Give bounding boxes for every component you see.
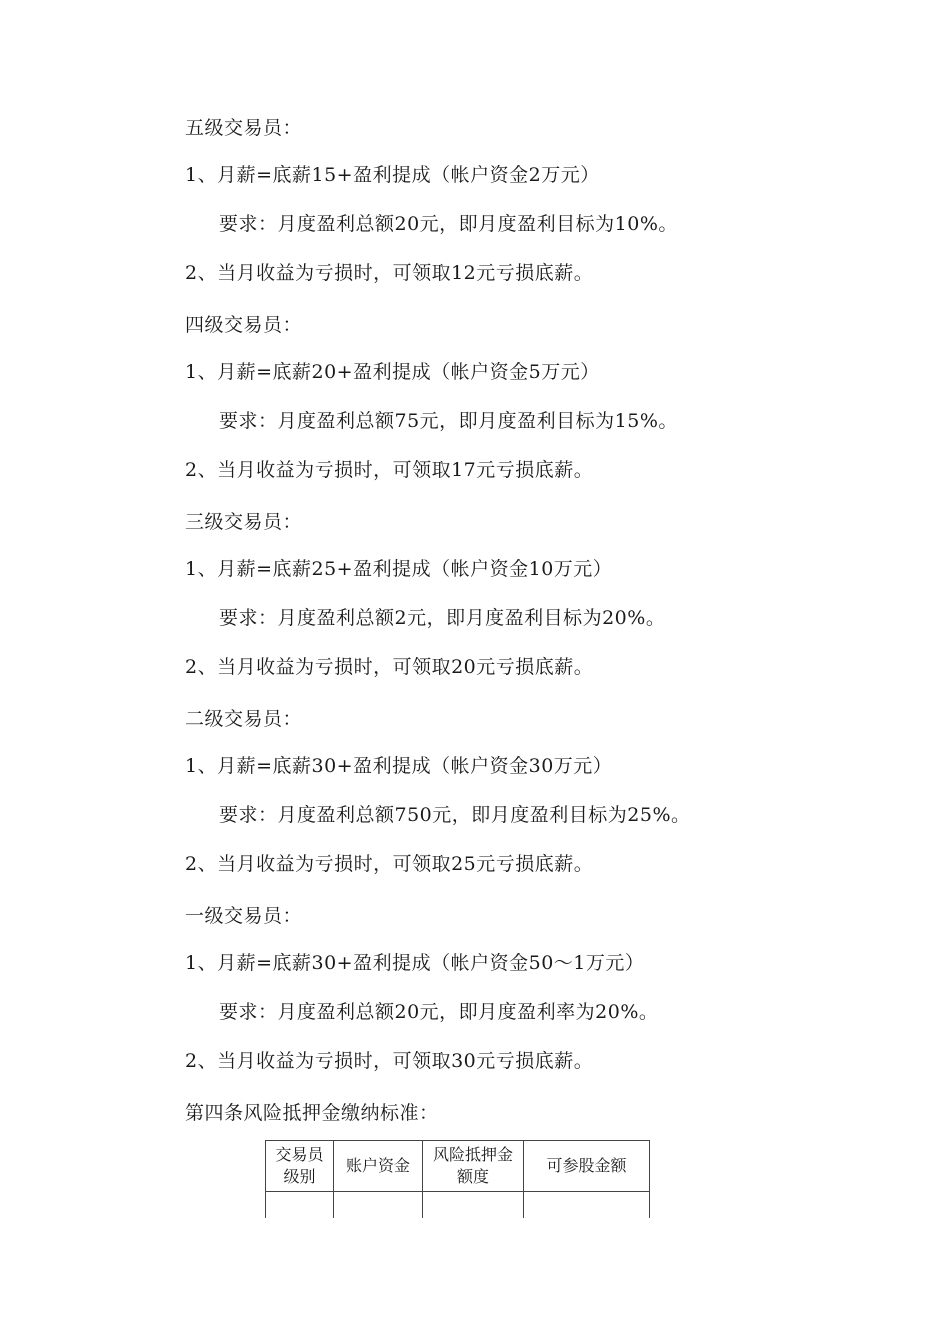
table-cell [423, 1192, 524, 1219]
salary-line: 1、月薪=底薪20+盈利提成（帐户资金5万元） [185, 361, 600, 383]
risk-deposit-table [265, 1140, 650, 1218]
table-row [266, 1192, 650, 1219]
section-heading: 三级交易员： [185, 511, 303, 533]
header-account-funds [334, 1141, 423, 1192]
section-heading: 四级交易员： [185, 314, 303, 336]
header-text: 账户资金 [345, 1156, 410, 1175]
section-heading: 五级交易员： [185, 117, 303, 139]
salary-line: 1、月薪=底薪15+盈利提成（帐户资金2万元） [185, 164, 600, 186]
requirement-line: 要求：月度盈利总额20元，即月度盈利目标为10%。 [219, 213, 678, 235]
table-header-row [266, 1141, 650, 1192]
header-text: 风险抵押金 [432, 1145, 513, 1164]
table-cell [334, 1192, 423, 1219]
loss-line: 2、当月收益为亏损时，可领取30元亏损底薪。 [185, 1050, 594, 1072]
header-text: 额度 [456, 1167, 489, 1186]
header-risk-deposit [423, 1141, 524, 1192]
salary-line: 1、月薪=底薪25+盈利提成（帐户资金10万元） [185, 558, 613, 580]
loss-line: 2、当月收益为亏损时，可领取20元亏损底薪。 [185, 656, 594, 678]
loss-line: 2、当月收益为亏损时，可领取17元亏损底薪。 [185, 459, 594, 481]
header-text: 交易员 [275, 1145, 324, 1164]
table-cell [524, 1192, 650, 1219]
header-text: 可参股金额 [546, 1156, 627, 1175]
salary-line: 1、月薪=底薪30+盈利提成（帐户资金30万元） [185, 755, 613, 777]
requirement-line: 要求：月度盈利总额20元，即月度盈利率为20%。 [219, 1001, 659, 1023]
loss-line: 2、当月收益为亏损时，可领取25元亏损底薪。 [185, 853, 594, 875]
requirement-line: 要求：月度盈利总额75元，即月度盈利目标为15%。 [219, 410, 678, 432]
loss-line: 2、当月收益为亏损时，可领取12元亏损底薪。 [185, 262, 594, 284]
requirement-line: 要求：月度盈利总额2元，即月度盈利目标为20%。 [219, 607, 666, 629]
header-text: 级别 [283, 1167, 316, 1186]
section-heading: 二级交易员： [185, 708, 303, 730]
table-cell [266, 1192, 334, 1219]
requirement-line: 要求：月度盈利总额750元，即月度盈利目标为25%。 [219, 804, 691, 826]
article-title: 第四条风险抵押金缴纳标准： [185, 1102, 439, 1124]
header-share-amount [524, 1141, 650, 1192]
salary-line: 1、月薪=底薪30+盈利提成（帐户资金50〜1万元） [185, 952, 645, 974]
section-heading: 一级交易员： [185, 905, 303, 927]
header-trader-level [266, 1141, 334, 1192]
